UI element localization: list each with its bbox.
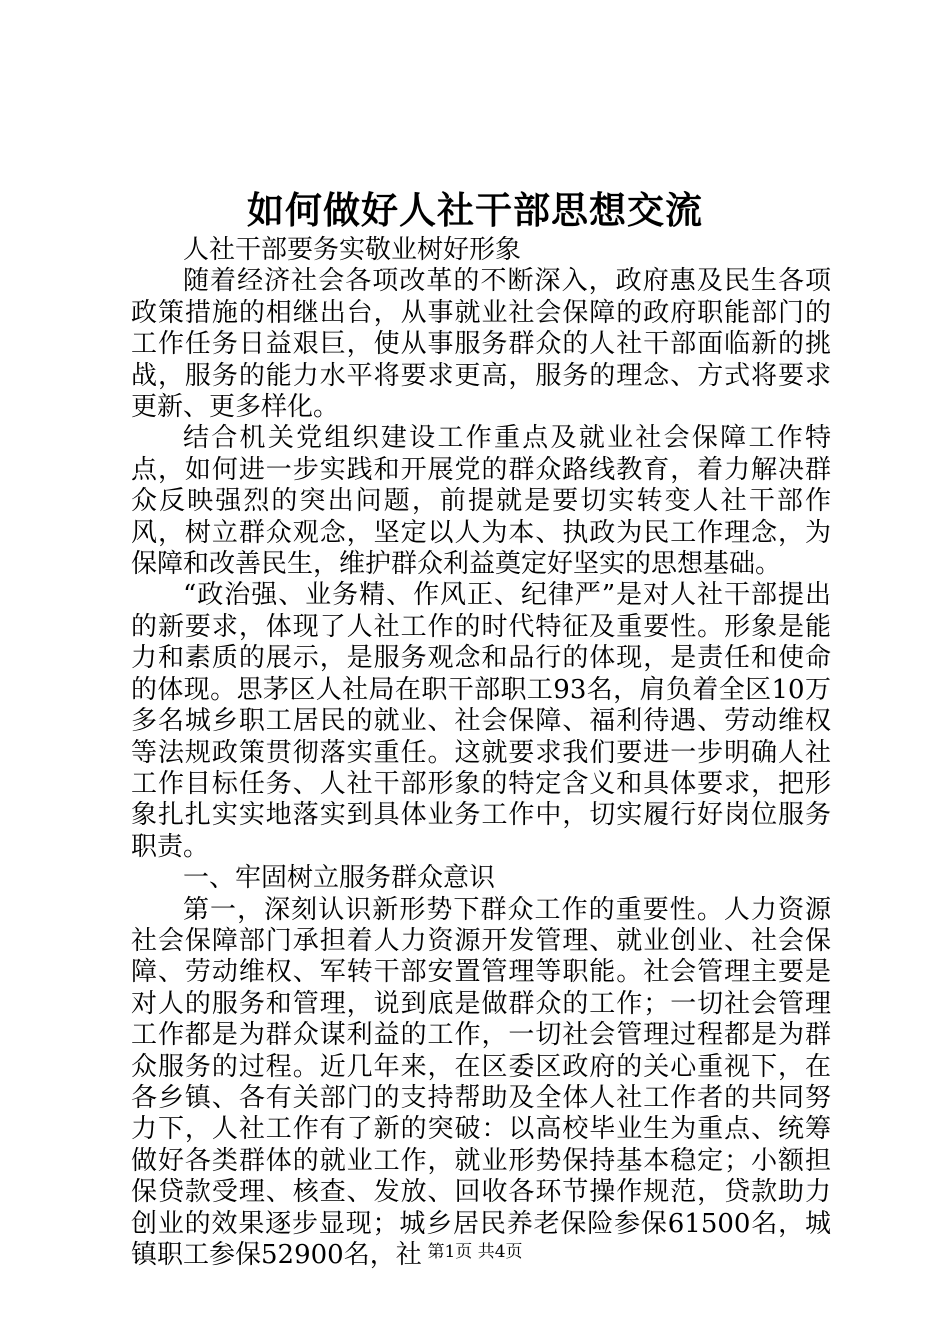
- document-title: 如何做好人社干部思想交流: [247, 188, 703, 232]
- section-heading: 一、牢固树立服务群众意识: [183, 863, 496, 894]
- paragraph: 结合机关党组织建设工作重点及就业社会保障工作特点，如何进一步实践和开展党的群众路线教育，着力解决群众反映强烈的突出问题，前提就是要切实转变人社干部作风，树立群众观念，坚定以人为本、执政为民工作理念，为保障和改善民生，维护群众利益奠定好坚实的思想基础。: [131, 423, 831, 580]
- page-footer: 第1页 共4页: [427, 1242, 523, 1262]
- paragraph: “政治强、业务精、作风正、纪律严”是对人社干部提出的新要求，体现了人社工作的时代特征及重要性。形象是能力和素质的展示，是服务观念和品行的体现，是责任和使命的体现。思茅区人社局在职干部职工93名，肩负着全区10万多名城乡职工居民的就业、社会保障、福利待遇、劳动维权等法规政策贯彻落实重任。这就要求我们要进一步明确人社工作目标任务、人社干部形象的特定含义和具体要求，把形象扎扎实实地落实到具体业务工作中，切实履行好岗位服务职责。: [131, 580, 831, 862]
- paragraph-subtitle: 人社干部要务实敬业树好形象: [183, 235, 522, 265]
- paragraph: 第一，深刻认识新形势下群众工作的重要性。人力资源社会保障部门承担着人力资源开发管理、就业创业、社会保障、劳动维权、军转干部安置管理等职能。社会管理主要是对人的服务和管理，说到底是做群众的工作；一切社会管理工作都是为群众谋利益的工作，一切社会管理过程都是为群众服务的过程。近几年来，在区委区政府的关心重视下，在各乡镇、各有关部门的支持帮助及全体人社工作者的共同努力下，人社工作有了新的突破：以高校毕业生为重点、统筹做好各类群体的就业工作，就业形势保持基本稳定；小额担保贷款受理、核查、发放、回收各环节操作规范，贷款助力创业的效果逐步显现；城乡居民养老保险参保61500名，城镇职工参保52900名，社: [131, 894, 831, 1270]
- document-body: [131, 235, 831, 1271]
- paragraph: 随着经济社会各项改革的不断深入，政府惠及民生各项政策措施的相继出台，从事就业社会保障的政府职能部门的工作任务日益艰巨，使从事服务群众的人社干部面临新的挑战，服务的能力水平将要求更高，服务的理念、方式将要求更新、更多样化。: [131, 266, 831, 423]
